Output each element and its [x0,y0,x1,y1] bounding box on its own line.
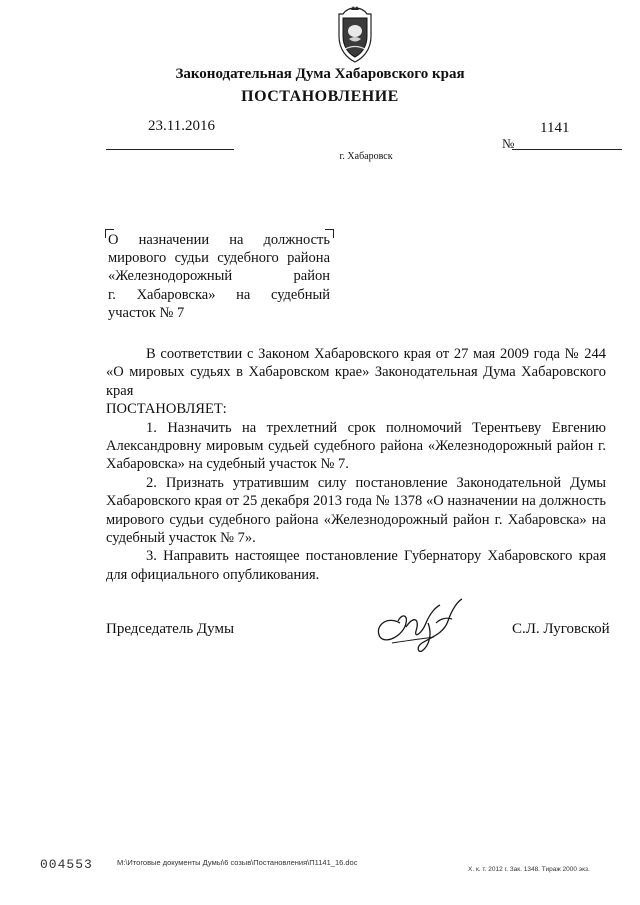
document-body [106,345,606,584]
signatory-name: С.Л. Луговской [512,621,610,637]
registration-stamp-number: 004553 [40,857,93,872]
resolution-item: 1. Назначить на трехлетний срок полномочий Терентьеву Евгению Александровну мировым судьей судебного района «Железнодорожный район г. Хабаровска» на судебный участок № 7. [106,419,606,473]
document-number: 1141 [540,120,570,136]
handwritten-signature [370,593,470,655]
organization-name: Законодательная Дума Хабаровского края [175,66,465,82]
file-path: M:\Итоговые документы Думы\6 созыв\Постановления\П1141_16.doc [117,858,358,867]
print-info: Х. к. т. 2012 г. Зак. 1348. Тираж 2000 экз. [468,866,590,873]
date-underline [106,149,234,150]
subject-line: О назначении на должность [108,232,330,248]
preamble: В соответствии с Законом Хабаровского края от 27 мая 2009 года № 244 «О мировых судьях в Хабаровском крае» Законодательная Дума Хабаровского края [106,346,606,399]
document-type: ПОСТАНОВЛЕНИЕ [241,88,399,105]
subject-line: «Железнодорожный район [108,268,330,285]
subject-line: г. Хабаровска» на судебный [108,286,330,303]
subject-line: мирового судьи судебного района [108,250,330,267]
signatory-title: Председатель Думы [106,621,235,637]
city: г. Хабаровск [339,151,393,162]
resolution-item: 3. Направить настоящее постановление Губернатору Хабаровского края для официального опубликования. [106,548,606,583]
subject-line: участок № 7 [108,304,185,321]
number-underline [512,149,622,150]
resolves-heading: ПОСТАНОВЛЯЕТ: [106,401,227,418]
number-sign: № [502,136,515,151]
coat-of-arms-icon [331,6,379,64]
document-date: 23.11.2016 [148,118,215,134]
resolution-item: 2. Признать утратившим силу постановление Законодательной Думы Хабаровского края от 25 декабря 2013 года № 1378 «О назначении на должность мирового судьи судебного района «Железнодорожный район г. Хабаровска» на судебный участок № 7». [106,474,606,547]
document-subject [108,231,330,322]
